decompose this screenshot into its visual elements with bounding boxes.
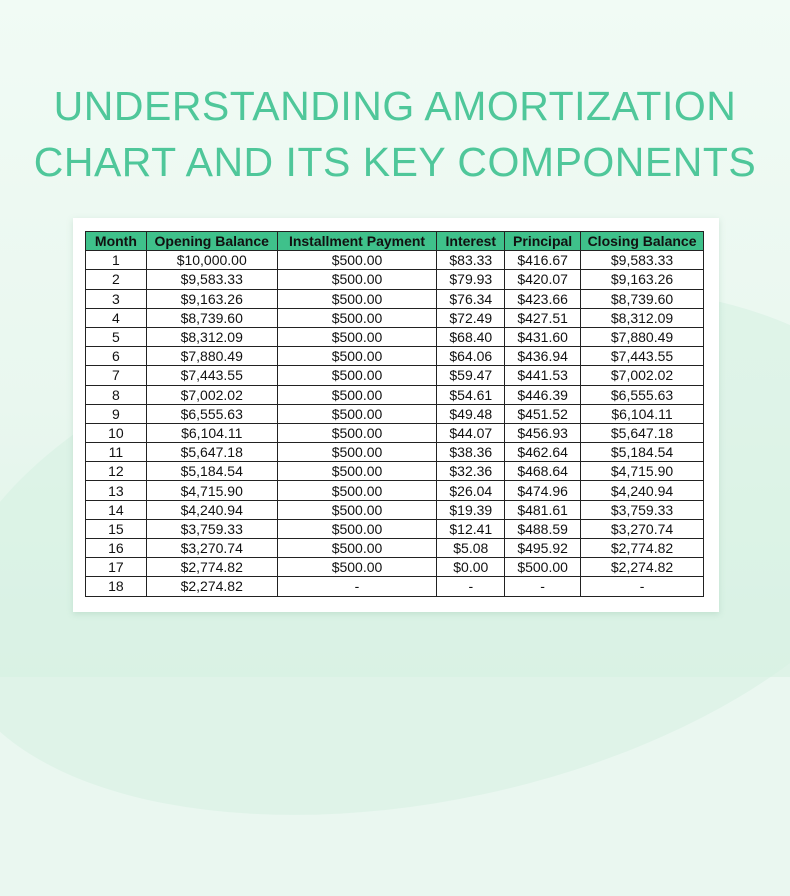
cell-closing-balance: $5,184.54 — [581, 443, 704, 462]
cell-closing-balance: $2,274.82 — [581, 558, 704, 577]
cell-closing-balance: $7,443.55 — [581, 347, 704, 366]
cell-installment-payment: $500.00 — [277, 327, 437, 346]
cell-interest: $64.06 — [437, 347, 505, 366]
cell-month: 8 — [86, 385, 147, 404]
cell-month: 6 — [86, 347, 147, 366]
table-row — [86, 539, 704, 558]
cell-closing-balance: $7,002.02 — [581, 366, 704, 385]
cell-interest: $59.47 — [437, 366, 505, 385]
amortization-card — [73, 218, 719, 612]
cell-month: 18 — [86, 577, 147, 596]
title-line-2: CHART AND ITS KEY COMPONENTS — [33, 139, 757, 185]
cell-closing-balance: $5,647.18 — [581, 423, 704, 442]
table-row — [86, 347, 704, 366]
cell-month: 14 — [86, 500, 147, 519]
cell-principal: $456.93 — [505, 423, 581, 442]
cell-installment-payment: $500.00 — [277, 462, 437, 481]
cell-closing-balance: $8,739.60 — [581, 289, 704, 308]
cell-opening-balance: $3,759.33 — [146, 519, 277, 538]
cell-month: 13 — [86, 481, 147, 500]
cell-installment-payment: - — [277, 577, 437, 596]
cell-installment-payment: $500.00 — [277, 423, 437, 442]
cell-installment-payment: $500.00 — [277, 308, 437, 327]
title-line-1: UNDERSTANDING AMORTIZATION — [53, 83, 737, 129]
cell-principal: $468.64 — [505, 462, 581, 481]
cell-month: 16 — [86, 539, 147, 558]
cell-interest: $19.39 — [437, 500, 505, 519]
header-interest: Interest — [437, 232, 505, 251]
table-header-row — [86, 232, 704, 251]
cell-installment-payment: $500.00 — [277, 251, 437, 270]
table-row — [86, 251, 704, 270]
cell-closing-balance: $8,312.09 — [581, 308, 704, 327]
table-row — [86, 519, 704, 538]
cell-opening-balance: $9,583.33 — [146, 270, 277, 289]
cell-closing-balance: $9,163.26 — [581, 270, 704, 289]
cell-interest: $79.93 — [437, 270, 505, 289]
cell-interest: $0.00 — [437, 558, 505, 577]
table-row — [86, 500, 704, 519]
table-row — [86, 423, 704, 442]
cell-opening-balance: $3,270.74 — [146, 539, 277, 558]
cell-opening-balance: $6,555.63 — [146, 404, 277, 423]
table-row — [86, 327, 704, 346]
cell-month: 5 — [86, 327, 147, 346]
amortization-table — [85, 231, 704, 597]
table-row — [86, 308, 704, 327]
cell-principal: $441.53 — [505, 366, 581, 385]
cell-interest: $68.40 — [437, 327, 505, 346]
cell-principal: $474.96 — [505, 481, 581, 500]
cell-closing-balance: $3,759.33 — [581, 500, 704, 519]
cell-principal: $488.59 — [505, 519, 581, 538]
cell-principal: $446.39 — [505, 385, 581, 404]
cell-interest: $54.61 — [437, 385, 505, 404]
cell-principal: $416.67 — [505, 251, 581, 270]
cell-interest: $83.33 — [437, 251, 505, 270]
cell-principal: $431.60 — [505, 327, 581, 346]
cell-installment-payment: $500.00 — [277, 289, 437, 308]
cell-principal: $420.07 — [505, 270, 581, 289]
table-row — [86, 481, 704, 500]
cell-interest: $5.08 — [437, 539, 505, 558]
table-row — [86, 404, 704, 423]
cell-opening-balance: $7,880.49 — [146, 347, 277, 366]
cell-opening-balance: $4,240.94 — [146, 500, 277, 519]
cell-opening-balance: $5,184.54 — [146, 462, 277, 481]
cell-installment-payment: $500.00 — [277, 385, 437, 404]
cell-month: 15 — [86, 519, 147, 538]
cell-month: 11 — [86, 443, 147, 462]
cell-installment-payment: $500.00 — [277, 347, 437, 366]
table-body — [86, 251, 704, 596]
cell-installment-payment: $500.00 — [277, 558, 437, 577]
cell-installment-payment: $500.00 — [277, 443, 437, 462]
table-row — [86, 462, 704, 481]
table-row — [86, 385, 704, 404]
cell-month: 7 — [86, 366, 147, 385]
cell-interest: $49.48 — [437, 404, 505, 423]
cell-interest: $72.49 — [437, 308, 505, 327]
cell-closing-balance: $6,555.63 — [581, 385, 704, 404]
cell-month: 9 — [86, 404, 147, 423]
cell-installment-payment: $500.00 — [277, 366, 437, 385]
cell-month: 1 — [86, 251, 147, 270]
cell-interest: $38.36 — [437, 443, 505, 462]
cell-opening-balance: $7,002.02 — [146, 385, 277, 404]
cell-interest: $44.07 — [437, 423, 505, 442]
cell-month: 12 — [86, 462, 147, 481]
table-row — [86, 443, 704, 462]
cell-closing-balance: $7,880.49 — [581, 327, 704, 346]
cell-installment-payment: $500.00 — [277, 404, 437, 423]
cell-installment-payment: $500.00 — [277, 500, 437, 519]
cell-opening-balance: $4,715.90 — [146, 481, 277, 500]
cell-closing-balance: $2,774.82 — [581, 539, 704, 558]
cell-month: 4 — [86, 308, 147, 327]
table-row — [86, 577, 704, 596]
cell-closing-balance: $4,715.90 — [581, 462, 704, 481]
cell-closing-balance: - — [581, 577, 704, 596]
cell-installment-payment: $500.00 — [277, 519, 437, 538]
cell-opening-balance: $8,312.09 — [146, 327, 277, 346]
header-installment-payment: Installment Payment — [277, 232, 437, 251]
cell-month: 10 — [86, 423, 147, 442]
cell-interest: $32.36 — [437, 462, 505, 481]
header-opening-balance: Opening Balance — [146, 232, 277, 251]
cell-principal: - — [505, 577, 581, 596]
cell-closing-balance: $9,583.33 — [581, 251, 704, 270]
cell-interest: $12.41 — [437, 519, 505, 538]
cell-principal: $427.51 — [505, 308, 581, 327]
cell-opening-balance: $8,739.60 — [146, 308, 277, 327]
cell-principal: $481.61 — [505, 500, 581, 519]
cell-closing-balance: $6,104.11 — [581, 404, 704, 423]
cell-principal: $423.66 — [505, 289, 581, 308]
table-row — [86, 289, 704, 308]
cell-opening-balance: $2,274.82 — [146, 577, 277, 596]
table-row — [86, 558, 704, 577]
cell-closing-balance: $3,270.74 — [581, 519, 704, 538]
cell-opening-balance: $2,774.82 — [146, 558, 277, 577]
table-row — [86, 366, 704, 385]
cell-opening-balance: $7,443.55 — [146, 366, 277, 385]
cell-principal: $500.00 — [505, 558, 581, 577]
cell-month: 3 — [86, 289, 147, 308]
cell-interest: $26.04 — [437, 481, 505, 500]
cell-month: 17 — [86, 558, 147, 577]
header-principal: Principal — [505, 232, 581, 251]
cell-opening-balance: $9,163.26 — [146, 289, 277, 308]
cell-month: 2 — [86, 270, 147, 289]
cell-installment-payment: $500.00 — [277, 270, 437, 289]
cell-opening-balance: $5,647.18 — [146, 443, 277, 462]
page-title — [0, 78, 790, 190]
table-row — [86, 270, 704, 289]
cell-principal: $436.94 — [505, 347, 581, 366]
cell-closing-balance: $4,240.94 — [581, 481, 704, 500]
header-month: Month — [86, 232, 147, 251]
cell-installment-payment: $500.00 — [277, 539, 437, 558]
cell-interest: $76.34 — [437, 289, 505, 308]
cell-opening-balance: $10,000.00 — [146, 251, 277, 270]
cell-principal: $462.64 — [505, 443, 581, 462]
cell-opening-balance: $6,104.11 — [146, 423, 277, 442]
cell-principal: $451.52 — [505, 404, 581, 423]
cell-principal: $495.92 — [505, 539, 581, 558]
cell-interest: - — [437, 577, 505, 596]
header-closing-balance: Closing Balance — [581, 232, 704, 251]
cell-installment-payment: $500.00 — [277, 481, 437, 500]
